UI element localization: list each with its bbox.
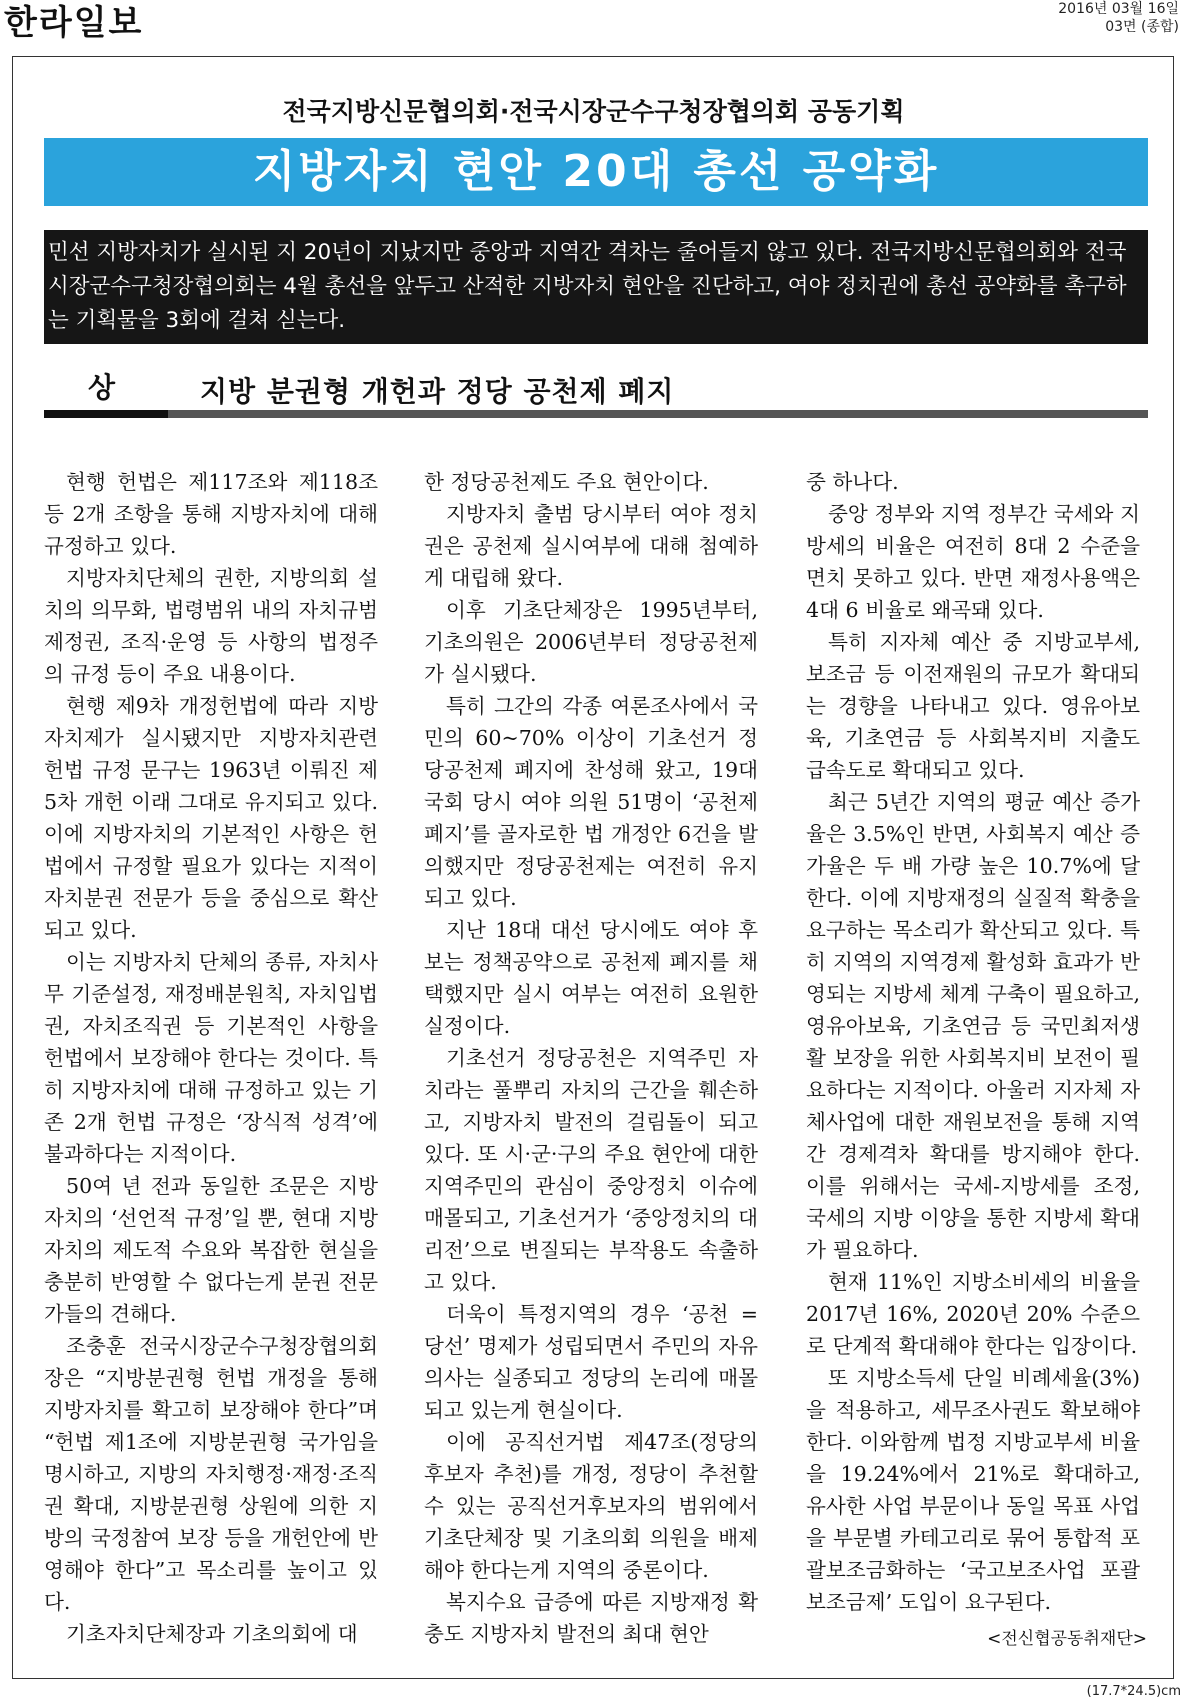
paragraph-continuation: 중 하나다. <box>806 470 899 494</box>
paragraph: 기초자치단체장과 기초의회에 대 <box>66 1622 358 1646</box>
page-section: 03면 (종합) <box>1105 19 1179 35</box>
paragraph: 현행 제9차 개정헌법에 따라 지방자치제가 실시됐지만 지방자치관련 헌법 규정 문구는 1963년 이뤄진 제5차 개헌 이래 그대로 유지되고 있다. 이에 지방자치의 기본적인 사항은 헌법에서 규정할 필요가 있다는 지적이 자치분권 전문가 등을 중심으로 확산되고 있다. <box>44 694 378 942</box>
subhead-rule-accent <box>44 410 168 418</box>
paragraph: 특히 지자체 예산 중 지방교부세, 보조금 등 이전재원의 규모가 확대되는 경향을 나타내고 있다. 영유아보육, 기초연금 등 사회복지비 지출도 급속도로 확대되고 있다. <box>806 630 1140 782</box>
body-column-2 <box>424 466 758 1650</box>
paragraph: 조충훈 전국시장군수구청장협의회장은 “지방분권형 헌법 개정을 통해 지방자치를 확고히 보장해야 한다”며 “헌법 제1조에 지방분권형 국가임을 명시하고, 지방의 자치행정·재정·조직권 확대, 지방분권형 상원에 의한 지방의 국정참여 보장 등을 개헌안에 반영해야 한다”고 목소리를 높이고 있다. <box>44 1334 378 1614</box>
paragraph: 이는 지방자치 단체의 종류, 자치사무 기준설정, 재정배분원칙, 자치입법권, 자치조직권 등 기본적인 사항을 헌법에서 보장해야 한다는 것이다. 특히 지방자치에 대해 규정하고 있는 기존 2개 헌법 규정은 ‘장식적 성격’에 불과하다는 지적이다. <box>44 950 378 1166</box>
clipping-size: (17.7*24.5)cm <box>1086 1684 1181 1699</box>
paragraph: 현행 헌법은 제117조와 제118조 등 2개 조항을 통해 지방자치에 대해 규정하고 있다. <box>44 470 378 558</box>
issue-date: 2016년 03월 16일 <box>1058 1 1179 17</box>
body-column-1 <box>44 466 378 1650</box>
paragraph: 최근 5년간 지역의 평균 예산 증가율은 3.5%인 반면, 사회복지 예산 증가율은 두 배 가량 높은 10.7%에 달한다. 이에 지방재정의 실질적 확충을 요구하는 목소리가 확산되고 있다. 특히 지역의 지역경제 활성화 효과가 반영되는 지방세 체계 구축이 필요하고, 영유아보육, 기초연금 등 국민최저생활 보장을 위한 사회복지비 보전이 필요하다는 지적이다. 아울러 지자체 자체사업에 대한 재원보전을 통해 지역간 경제격차 확대를 방지해야 한다. 이를 위해서는 국세-지방세를 조정, 국세의 지방 이양을 통한 지방세 확대가 필요하다. <box>806 790 1140 1262</box>
paragraph: 50여 년 전과 동일한 조문은 지방자치의 ‘선언적 규정’일 뿐, 현대 지방자치의 제도적 수요와 복잡한 현실을 충분히 반영할 수 없다는게 분권 전문가들의 견해다. <box>44 1174 378 1326</box>
article-headline: 지방자치 현안 20대 총선 공약화 <box>44 138 1148 206</box>
newspaper-masthead: 한라일보 <box>4 3 144 43</box>
paragraph: 현재 11%인 지방소비세의 비율을 2017년 16%, 2020년 20% 수준으로 단계적 확대해야 한다는 입장이다. <box>806 1270 1140 1358</box>
paragraph: 지방자치단체의 권한, 지방의회 설치의 의무화, 법령범위 내의 자치규범제정권, 조직·운영 등 사항의 법정주의 규정 등이 주요 내용이다. <box>44 566 378 686</box>
subhead-rule <box>168 410 1148 418</box>
body-column-3 <box>806 466 1140 1618</box>
paragraph: 특히 그간의 각종 여론조사에서 국민의 60~70% 이상이 기초선거 정당공천제 폐지에 찬성해 왔고, 19대 국회 당시 여야 의원 51명이 ‘공천제 폐지’를 골자로한 법 개정안 6건을 발의했지만 정당공천제는 여전히 유지되고 있다. <box>424 694 758 910</box>
paragraph: 더욱이 특정지역의 경우 ‘공천 = 당선’ 명제가 성립되면서 주민의 자유의사는 실종되고 정당의 논리에 매몰되고 있는게 현실이다. <box>424 1302 758 1422</box>
article-lead: 민선 지방자치가 실시된 지 20년이 지났지만 중앙과 지역간 격차는 줄어들지 않고 있다. 전국지방신문협의회와 전국시장군수구청장협의회는 4월 총선을 앞두고 산적한 지방자치 현안을 진단하고, 여야 정치권에 총선 공약화를 촉구하는 기획물을 3회에 걸쳐 싣는다. <box>44 230 1148 344</box>
paragraph: 이후 기초단체장은 1995년부터, 기초의원은 2006년부터 정당공천제가 실시됐다. <box>424 598 758 686</box>
issue-info <box>1058 0 1179 36</box>
paragraph: 지난 18대 대선 당시에도 여야 후보는 정책공약으로 공천제 폐지를 채택했지만 실시 여부는 여전히 요원한 실정이다. <box>424 918 758 1038</box>
paragraph: 기초선거 정당공천은 지역주민 자치라는 풀뿌리 자치의 근간을 훼손하고, 지방자치 발전의 걸림돌이 되고 있다. 또 시·군·구의 주요 현안에 대한 지역주민의 관심이 중앙정치 이슈에 매몰되고, 기초선거가 ‘중앙정치의 대리전’으로 변질되는 부작용도 속출하고 있다. <box>424 1046 758 1294</box>
paragraph: 이에 공직선거법 제47조(정당의 후보자 추천)를 개정, 정당이 추천할 수 있는 공직선거후보자의 범위에서 기초단체장 및 기초의회 의원을 배제해야 한다는게 지역의 중론이다. <box>424 1430 758 1582</box>
paragraph: 복지수요 급증에 따른 지방재정 확충도 지방자치 발전의 최대 현안 <box>424 1590 758 1646</box>
paragraph: 지방자치 출범 당시부터 여야 정치권은 공천제 실시여부에 대해 첨예하게 대립해 왔다. <box>424 502 758 590</box>
article-kicker: 전국지방신문협의회·전국시장군수구청장협의회 공동기획 <box>282 97 905 126</box>
paragraph: 또 지방소득세 단일 비례세율(3%)을 적용하고, 세무조사권도 확보해야 한다. 이와함께 법정 지방교부세 비율을 19.24%에서 21%로 확대하고, 유사한 사업 부문이나 동일 목표 사업을 부문별 카테고리로 묶어 통합적 포괄보조금화하는 ‘국고보조사업 포괄보조금제’ 도입이 요구된다. <box>806 1366 1140 1614</box>
paragraph: 중앙 정부와 지역 정부간 국세와 지방세의 비율은 여전히 8대 2 수준을 면치 못하고 있다. 반면 재정사용액은 4대 6 비율로 왜곡돼 있다. <box>806 502 1140 622</box>
paragraph-continuation: 한 정당공천제도 주요 현안이다. <box>424 470 709 494</box>
article-subhead: 지방 분권형 개헌과 정당 공천제 폐지 <box>200 375 675 408</box>
article-credit: <전신협공동취재단> <box>987 1629 1147 1649</box>
series-part-label: 상 <box>88 371 116 404</box>
